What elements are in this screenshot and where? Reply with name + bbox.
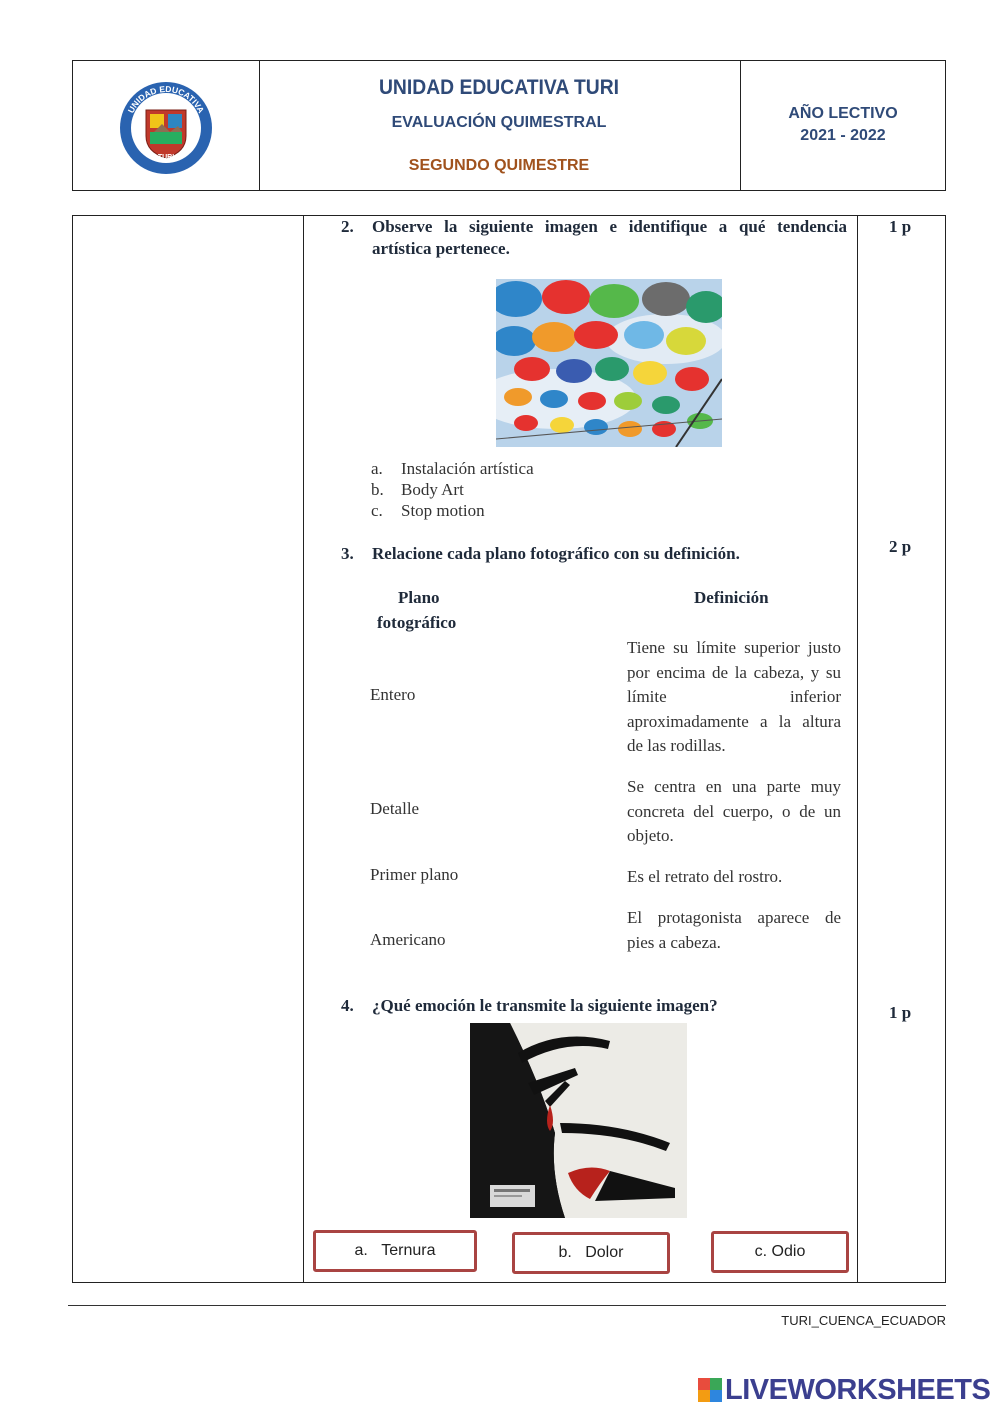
q2-text-line2: artística pertenece. — [372, 239, 510, 258]
q2-option-c-label: Stop motion — [401, 501, 485, 520]
q4-text: ¿Qué emoción le transmite la siguiente imagen? — [372, 996, 718, 1015]
logo-text-bottom: TURI — [157, 154, 175, 161]
answer-dolor[interactable] — [512, 1232, 670, 1274]
q4-points: 1 p — [889, 1003, 912, 1022]
liveworksheets-watermark[interactable]: LIVEWORKSHEETS — [725, 1374, 991, 1406]
def-entero: Tiene su límite superior justo por encima de la cabeza, y su límite inferior aproximadamente a la altura de las rodillas. — [627, 638, 841, 755]
year-label: AÑO LECTIVO — [788, 105, 898, 122]
def-primer-plano: Es el retrato del rostro. — [627, 867, 783, 886]
logo-text-top: UNIDAD EDUCATIVA — [125, 83, 207, 115]
plano-detalle: Detalle — [370, 799, 420, 818]
q2-option-a-label: Instalación artística — [401, 459, 534, 478]
answer-dolor-letter: b. — [558, 1244, 572, 1261]
answer-odio-label: Odio — [771, 1243, 806, 1260]
crying-face-image — [470, 1023, 687, 1218]
q2-option-a-letter: a. — [371, 459, 383, 478]
answer-ternura[interactable] — [313, 1230, 477, 1272]
exam-type: EVALUACIÓN QUIMESTRAL — [391, 114, 607, 131]
q3-text: Relacione cada plano fotográfico con su definición. — [372, 544, 740, 563]
footer-divider — [68, 1305, 946, 1306]
q3-number: 3. — [341, 544, 354, 563]
year-value: 2021 - 2022 — [800, 127, 886, 144]
footer-location: TURI_CUENCA_ECUADOR — [781, 1313, 946, 1328]
school-logo — [118, 80, 214, 176]
plano-entero: Entero — [370, 685, 416, 704]
umbrellas-image — [496, 279, 722, 447]
q2-points: 1 p — [889, 217, 912, 236]
plano-primer-plano: Primer plano — [370, 865, 459, 884]
answer-dolor-label: Dolor — [585, 1244, 624, 1261]
q2-text-line1: Observe la siguiente imagen e identifique a qué tendencia — [372, 217, 847, 236]
term-label: SEGUNDO QUIMESTRE — [408, 157, 590, 174]
q2-number: 2. — [341, 217, 354, 236]
answer-ternura-letter: a. — [354, 1242, 368, 1259]
answer-ternura-label: Ternura — [381, 1242, 436, 1259]
plano-americano: Americano — [370, 930, 446, 949]
q3-points: 2 p — [889, 537, 912, 556]
def-detalle: Se centra en una parte muy concreta del cuerpo, o de un objeto. — [627, 777, 841, 845]
col1-header-line1: Plano — [398, 588, 440, 607]
col1-header-line2: fotográfico — [377, 613, 457, 632]
col2-header: Definición — [694, 588, 769, 607]
liveworksheets-logo-icon — [698, 1378, 722, 1402]
school-name: UNIDAD EDUCATIVA TURI — [378, 76, 620, 99]
q2-option-c-letter: c. — [371, 501, 383, 520]
answer-odio-letter: c. — [754, 1243, 768, 1260]
q2-option-b-letter: b. — [371, 480, 384, 499]
answer-odio[interactable] — [711, 1231, 849, 1273]
q2-option-b-label: Body Art — [401, 480, 464, 499]
q4-number: 4. — [341, 996, 354, 1015]
def-americano: El protagonista aparece de pies a cabeza. — [627, 908, 841, 952]
